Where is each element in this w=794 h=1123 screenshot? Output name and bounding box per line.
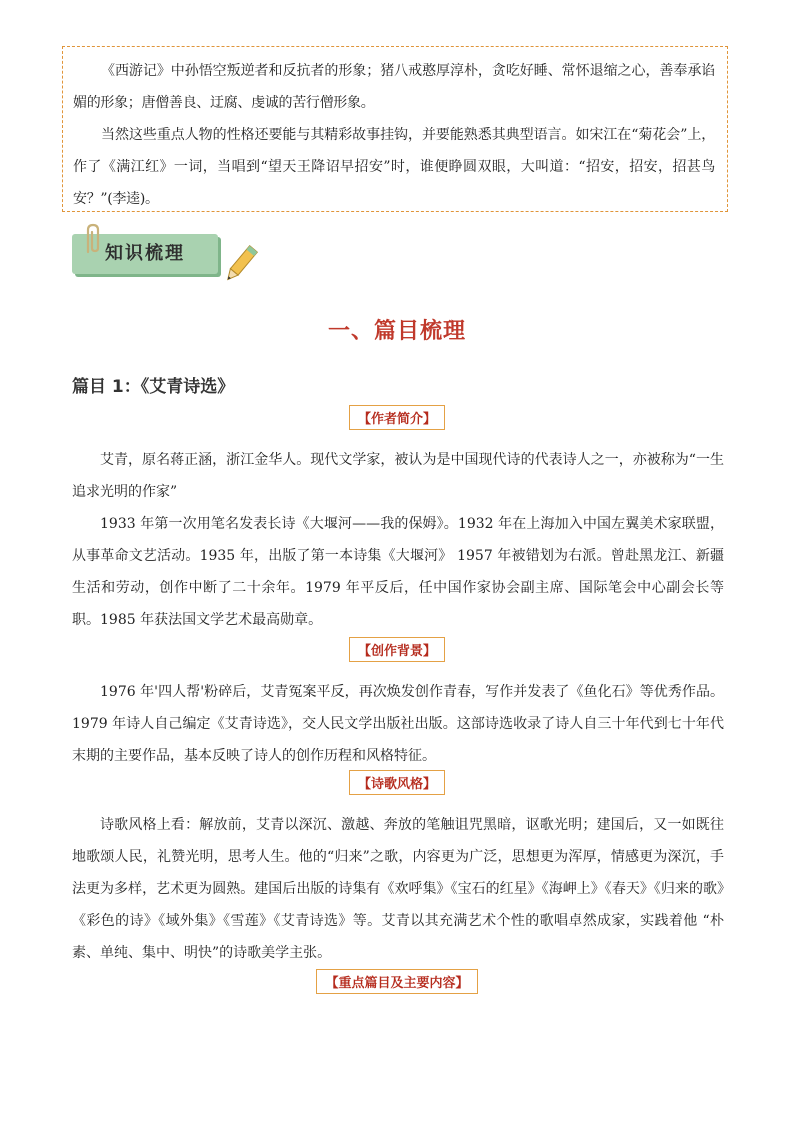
- author-paragraph-2: 1933 年第一次用笔名发表长诗《大堰河——我的保姆》。1932 年在上海加入中国左翼美术家联盟，从事革命文艺活动。1935 年，出版了第一本诗集《大堰河》 1957 年被错划为右派。曾赴黑龙江、新疆生活和劳动，创作中断了二十余年。1979 年平反后，任中国作家协会副主席、国际笔会中心副会长等职。1985 年获法国文学艺术最高勋章。: [72, 516, 724, 628]
- tag-background: [0, 637, 794, 662]
- author-paragraph-1: 艾青，原名蒋正涵，浙江金华人。现代文学家，被认为是中国现代诗的代表诗人之一，亦被称为“一生追求光明的作家”: [72, 452, 724, 500]
- quote-box: [62, 46, 728, 212]
- tag-key-works: [0, 969, 794, 994]
- tag-author: [0, 405, 794, 430]
- tag-background-label: 【创作背景】: [349, 637, 445, 662]
- tag-style-label: 【诗歌风格】: [349, 770, 445, 795]
- chapter-title: 篇目 1：《艾青诗选》: [72, 377, 235, 397]
- quote-paragraph-2: 当然这些重点人物的性格还要能与其精彩故事挂钩，并要能熟悉其典型语言。如宋江在“菊花会”上，作了《满江红》一词，当唱到“望天王降诏早招安”时，谁便睁圆双眼，大叫道：“招安，招安，招甚鸟安？”(李逵)。: [73, 127, 715, 207]
- badge-label: 知识梳理: [105, 243, 185, 264]
- section-badge: [72, 224, 262, 294]
- background-section: [72, 676, 724, 772]
- tag-author-label: 【作者简介】: [349, 405, 445, 430]
- tag-key-works-label: 【重点篇目及主要内容】: [316, 969, 477, 994]
- style-paragraph-1: 诗歌风格上看：解放前，艾青以深沉、激越、奔放的笔触诅咒黑暗，讴歌光明；建国后，又一如既往地歌颂人民，礼赞光明，思考人生。他的“归来”之歌，内容更为广泛，思想更为浑厚，情感更为深沉，手法更为多样，艺术更为圆熟。建国后出版的诗集有《欢呼集》《宝石的红星》《海岬上》《春天》《归来的歌》《彩色的诗》《域外集》《雪莲》《艾青诗选》等。艾青以其充满艺术个性的歌唱卓然成家，实践着他 “朴素、单纯、集中、明快”的诗歌美学主张。: [72, 817, 724, 961]
- tag-style: [0, 770, 794, 795]
- section-title: 一、篇目梳理: [327, 319, 466, 344]
- style-section: [72, 809, 724, 969]
- quote-paragraph-1: 《西游记》中孙悟空叛逆者和反抗者的形象；猪八戒憨厚淳朴，贪吃好睡、常怀退缩之心，善奉承谄媚的形象；唐僧善良、迂腐、虔诚的苦行僧形象。: [73, 63, 715, 111]
- author-section: [72, 444, 724, 636]
- pencil-icon: [220, 242, 260, 288]
- background-paragraph-1: 1976 年'四人帮'粉碎后，艾青冤案平反，再次焕发创作青春，写作并发表了《鱼化石》等优秀作品。1979 年诗人自己编定《艾青诗选》，交人民文学出版社出版。这部诗选收录了诗人自三十年代到七十年代末期的主要作品，基本反映了诗人的创作历程和风格特征。: [72, 684, 724, 764]
